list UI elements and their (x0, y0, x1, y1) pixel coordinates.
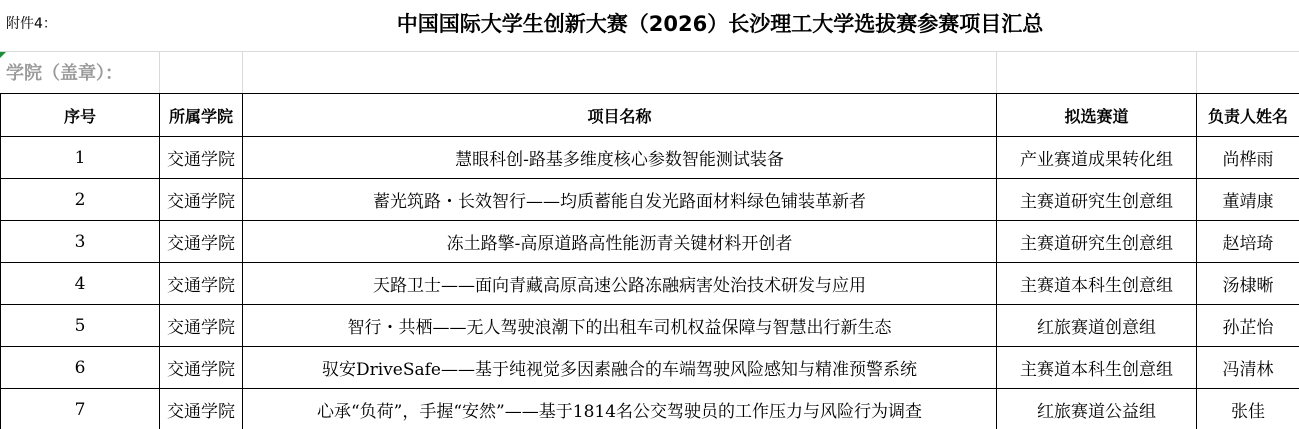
table-row (1, 179, 1299, 221)
attachment-label: 附件4： (6, 16, 57, 32)
table-row (1, 221, 1299, 263)
cell-college[interactable]: 交通学院 (160, 389, 243, 429)
cell-leader[interactable]: 董靖康 (1197, 179, 1299, 221)
cell-college[interactable]: 交通学院 (160, 347, 243, 389)
cell-index[interactable]: 4 (1, 263, 160, 305)
cell-index[interactable]: 2 (1, 179, 160, 221)
cell-track[interactable]: 红旅赛道公益组 (997, 389, 1197, 429)
table-row (1, 305, 1299, 347)
cell-project-name[interactable]: 驭安DriveSafe——基于纯视觉多因素融合的车端驾驶风险感知与精准预警系统 (243, 347, 997, 389)
table-header-row (1, 94, 1299, 137)
cell-project-name[interactable]: 慧眼科创-路基多维度核心参数智能测试装备 (243, 137, 997, 179)
cell-college[interactable]: 交通学院 (160, 263, 243, 305)
cell-project-name[interactable]: 天路卫士——面向青藏高原高速公路冻融病害处治技术研发与应用 (243, 263, 997, 305)
cell-index[interactable]: 5 (1, 305, 160, 347)
cell-leader[interactable]: 赵培琦 (1197, 221, 1299, 263)
cell-leader[interactable]: 张佳 (1197, 389, 1299, 429)
cell-project-name[interactable]: 蓄光筑路・长效智行——均质蓄能自发光路面材料绿色铺装革新者 (243, 179, 997, 221)
header-index[interactable]: 序号 (1, 94, 160, 137)
header-track[interactable]: 拟选赛道 (997, 94, 1197, 137)
cell-index[interactable]: 3 (1, 221, 160, 263)
cell-college[interactable]: 交通学院 (160, 179, 243, 221)
table-row (1, 263, 1299, 305)
cell-index[interactable]: 1 (1, 137, 160, 179)
project-table (0, 93, 1299, 429)
header-college[interactable]: 所属学院 (160, 94, 243, 137)
gridline (0, 51, 1299, 52)
table-row (1, 389, 1299, 429)
gridline (996, 51, 997, 93)
gridline (242, 51, 243, 93)
gridline (1196, 51, 1197, 93)
table-row (1, 347, 1299, 389)
cell-track[interactable]: 主赛道本科生创意组 (997, 263, 1197, 305)
cell-track[interactable]: 产业赛道成果转化组 (997, 137, 1197, 179)
cell-leader[interactable]: 孙芷怡 (1197, 305, 1299, 347)
cell-track[interactable]: 主赛道研究生创意组 (997, 221, 1197, 263)
cell-college[interactable]: 交通学院 (160, 137, 243, 179)
college-seal-label: 学院（盖章）： (6, 63, 123, 84)
cell-track[interactable]: 主赛道研究生创意组 (997, 179, 1197, 221)
page-title: 中国国际大学生创新大赛（2026）长沙理工大学选拔赛参赛项目汇总 (396, 12, 1044, 36)
cell-project-name[interactable]: 心承“负荷”，手握“安然”——基于1814名公交驾驶员的工作压力与风险行为调查 (243, 389, 997, 429)
cell-project-name[interactable]: 冻土路擎-高原道路高性能沥青关键材料开创者 (243, 221, 997, 263)
cell-college[interactable]: 交通学院 (160, 221, 243, 263)
cell-leader[interactable]: 冯清林 (1197, 347, 1299, 389)
cell-track[interactable]: 红旅赛道创意组 (997, 305, 1197, 347)
cell-leader[interactable]: 尚桦雨 (1197, 137, 1299, 179)
header-leader[interactable]: 负责人姓名 (1197, 94, 1299, 137)
cell-track[interactable]: 主赛道本科生创意组 (997, 347, 1197, 389)
cell-index[interactable]: 7 (1, 389, 160, 429)
gridline (159, 51, 160, 93)
cell-project-name[interactable]: 智行・共栖——无人驾驶浪潮下的出租车司机权益保障与智慧出行新生态 (243, 305, 997, 347)
cell-comment-marker (0, 52, 6, 58)
cell-leader[interactable]: 汤棣晰 (1197, 263, 1299, 305)
header-project-name[interactable]: 项目名称 (243, 94, 997, 137)
table-row (1, 137, 1299, 179)
cell-index[interactable]: 6 (1, 347, 160, 389)
cell-college[interactable]: 交通学院 (160, 305, 243, 347)
